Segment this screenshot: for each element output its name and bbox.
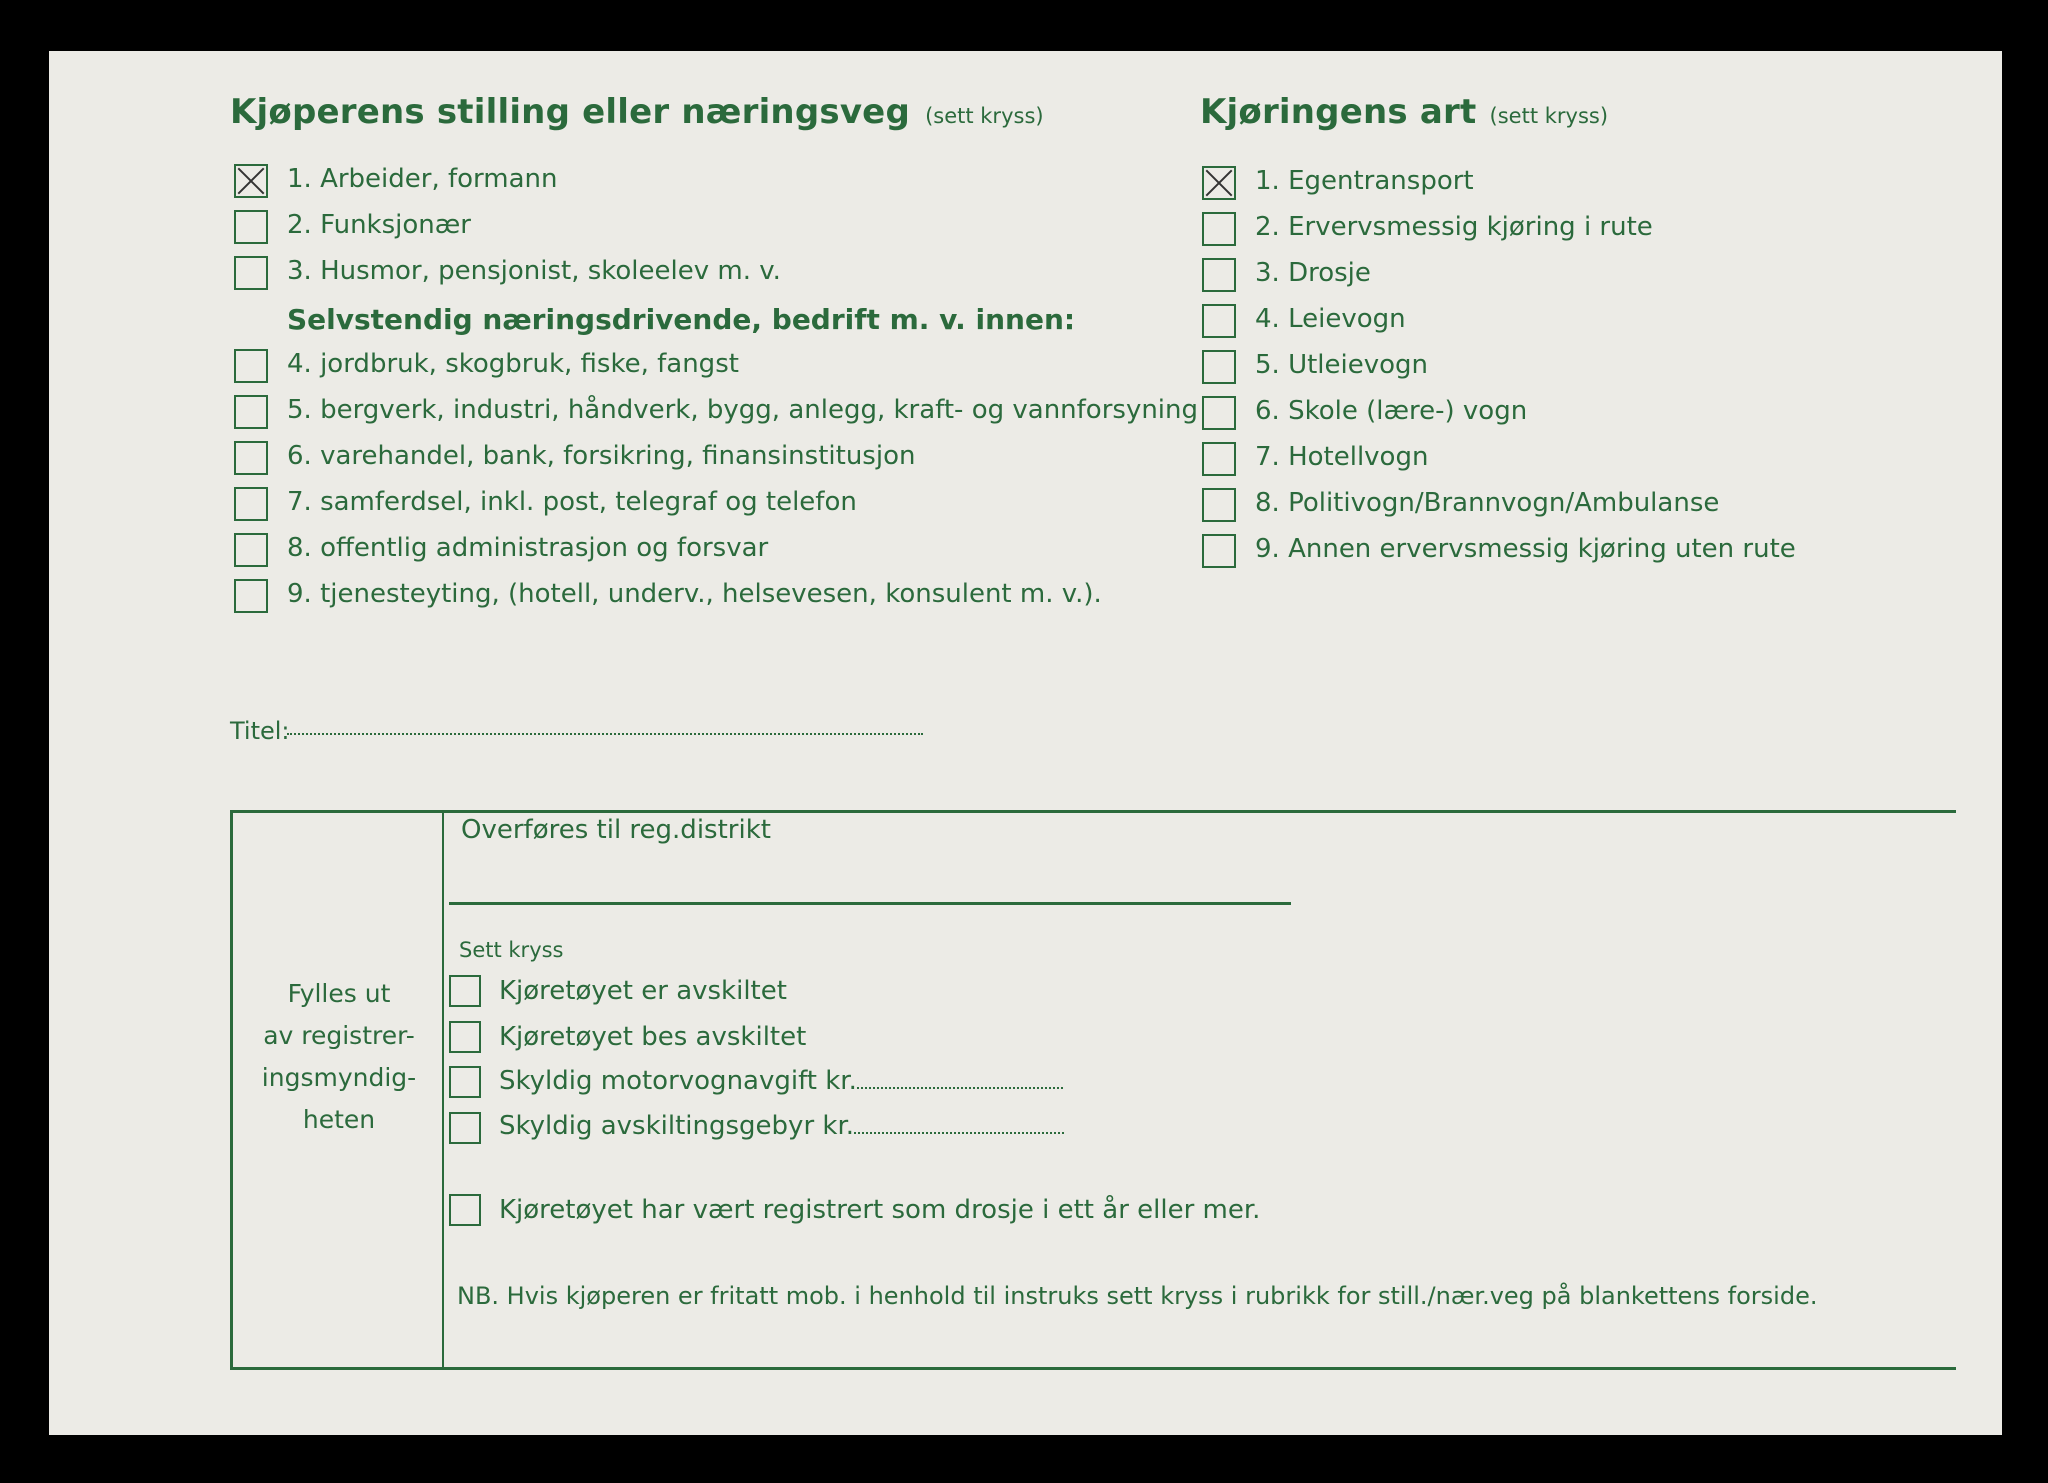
title-field-label: Titel: <box>230 717 290 745</box>
occupation-label-5: 5. bergverk, industri, håndverk, bygg, anlegg, kraft- og vannforsyning <box>287 395 1199 425</box>
occupation-label-9: 9. tjenesteyting, (hotell, underv., helsevesen, konsulent m. v.). <box>287 579 1102 609</box>
driving-type-note: (sett kryss) <box>1489 104 1609 128</box>
occupation-label-2: 2. Funksjonær <box>287 210 471 240</box>
driving-checkbox-3[interactable] <box>1202 258 1236 292</box>
driving-checkbox-7[interactable] <box>1202 442 1236 476</box>
side-label-line-4: heten <box>302 1105 376 1134</box>
driving-label-8: 8. Politivogn/Brannvogn/Ambulanse <box>1255 488 1720 518</box>
nb-note: NB. Hvis kjøperen er fritatt mob. i henhold til instruks sett kryss i rubrikk for still./nær.veg på blankettens forside. <box>457 1282 1818 1310</box>
occupation-label-4: 4. jordbruk, skogbruk, fiske, fangst <box>287 349 739 379</box>
driving-label-4: 4. Leievogn <box>1255 304 1406 334</box>
title-field-line[interactable] <box>287 733 923 735</box>
box-left-rule <box>230 810 233 1370</box>
plates-request-label: Kjøretøyet bes avskiltet <box>499 1022 807 1052</box>
driving-checkbox-8[interactable] <box>1202 488 1236 522</box>
box-bottom-rule <box>230 1367 1956 1370</box>
side-label-line-3: ingsmyndig- <box>261 1063 417 1092</box>
occupation-label-3: 3. Husmor, pensjonist, skoleelev m. v. <box>287 256 781 286</box>
occupation-checkbox-8[interactable] <box>234 533 268 567</box>
plate-fee-label: Skyldig avskiltingsgebyr kr. <box>499 1111 855 1141</box>
self-employed-subheading: Selvstendig næringsdrivende, bedrift m. v. innen: <box>287 303 1076 336</box>
registration-authority-label <box>239 973 439 1141</box>
box-divider-rule <box>442 810 444 1370</box>
side-label-line-2: av registrer- <box>263 1021 415 1050</box>
occupation-checkbox-1[interactable] <box>234 164 268 198</box>
box-top-rule <box>230 810 1956 813</box>
driving-type-title: Kjøringens art <box>1200 92 1477 132</box>
taxi-registered-label: Kjøretøyet har vært registrert som drosje i ett år eller mer. <box>499 1195 1261 1225</box>
form-sheet <box>49 51 2002 1435</box>
plate-fee-amount-field[interactable] <box>854 1130 1064 1134</box>
occupation-label-8: 8. offentlig administrasjon og forsvar <box>287 533 769 563</box>
driving-label-5: 5. Utleievogn <box>1255 350 1429 380</box>
buyer-occupation-title: Kjøperens stilling eller næringsveg <box>230 92 910 132</box>
plates-request-checkbox[interactable] <box>449 1021 481 1053</box>
taxi-registered-checkbox[interactable] <box>449 1194 481 1226</box>
plate-fee-checkbox[interactable] <box>449 1112 481 1144</box>
driving-checkbox-4[interactable] <box>1202 304 1236 338</box>
occupation-label-7: 7. samferdsel, inkl. post, telegraf og telefon <box>287 487 857 517</box>
plates-removed-checkbox[interactable] <box>449 975 481 1007</box>
motor-tax-label: Skyldig motorvognavgift kr. <box>499 1066 857 1096</box>
driving-label-1: 1. Egentransport <box>1255 166 1474 196</box>
driving-type-heading <box>1200 92 1608 132</box>
plates-removed-label: Kjøretøyet er avskiltet <box>499 976 787 1006</box>
motor-tax-row <box>499 1066 1063 1096</box>
driving-label-3: 3. Drosje <box>1255 258 1371 288</box>
plate-fee-row <box>499 1111 1064 1141</box>
occupation-label-1: 1. Arbeider, formann <box>287 164 558 194</box>
motor-tax-amount-field[interactable] <box>857 1085 1063 1089</box>
driving-checkbox-2[interactable] <box>1202 212 1236 246</box>
side-label-line-1: Fylles ut <box>287 979 391 1008</box>
occupation-checkbox-3[interactable] <box>234 256 268 290</box>
driving-checkbox-9[interactable] <box>1202 534 1236 568</box>
driving-checkbox-1[interactable] <box>1202 166 1236 200</box>
buyer-occupation-heading <box>230 92 1044 132</box>
occupation-checkbox-9[interactable] <box>234 579 268 613</box>
occupation-checkbox-2[interactable] <box>234 210 268 244</box>
buyer-occupation-note: (sett kryss) <box>925 104 1044 128</box>
motor-tax-checkbox[interactable] <box>449 1066 481 1098</box>
occupation-checkbox-7[interactable] <box>234 487 268 521</box>
driving-label-7: 7. Hotellvogn <box>1255 442 1429 472</box>
occupation-checkbox-6[interactable] <box>234 441 268 475</box>
transfer-district-label: Overføres til reg.distrikt <box>461 815 771 845</box>
driving-label-9: 9. Annen ervervsmessig kjøring uten rute <box>1255 534 1796 564</box>
occupation-checkbox-4[interactable] <box>234 349 268 383</box>
sett-kryss-label: Sett kryss <box>459 938 564 962</box>
transfer-district-line[interactable] <box>449 902 1291 905</box>
occupation-label-6: 6. varehandel, bank, forsikring, finansinstitusjon <box>287 441 916 471</box>
driving-label-2: 2. Ervervsmessig kjøring i rute <box>1255 212 1653 242</box>
driving-checkbox-5[interactable] <box>1202 350 1236 384</box>
driving-label-6: 6. Skole (lære-) vogn <box>1255 396 1528 426</box>
driving-checkbox-6[interactable] <box>1202 396 1236 430</box>
occupation-checkbox-5[interactable] <box>234 395 268 429</box>
